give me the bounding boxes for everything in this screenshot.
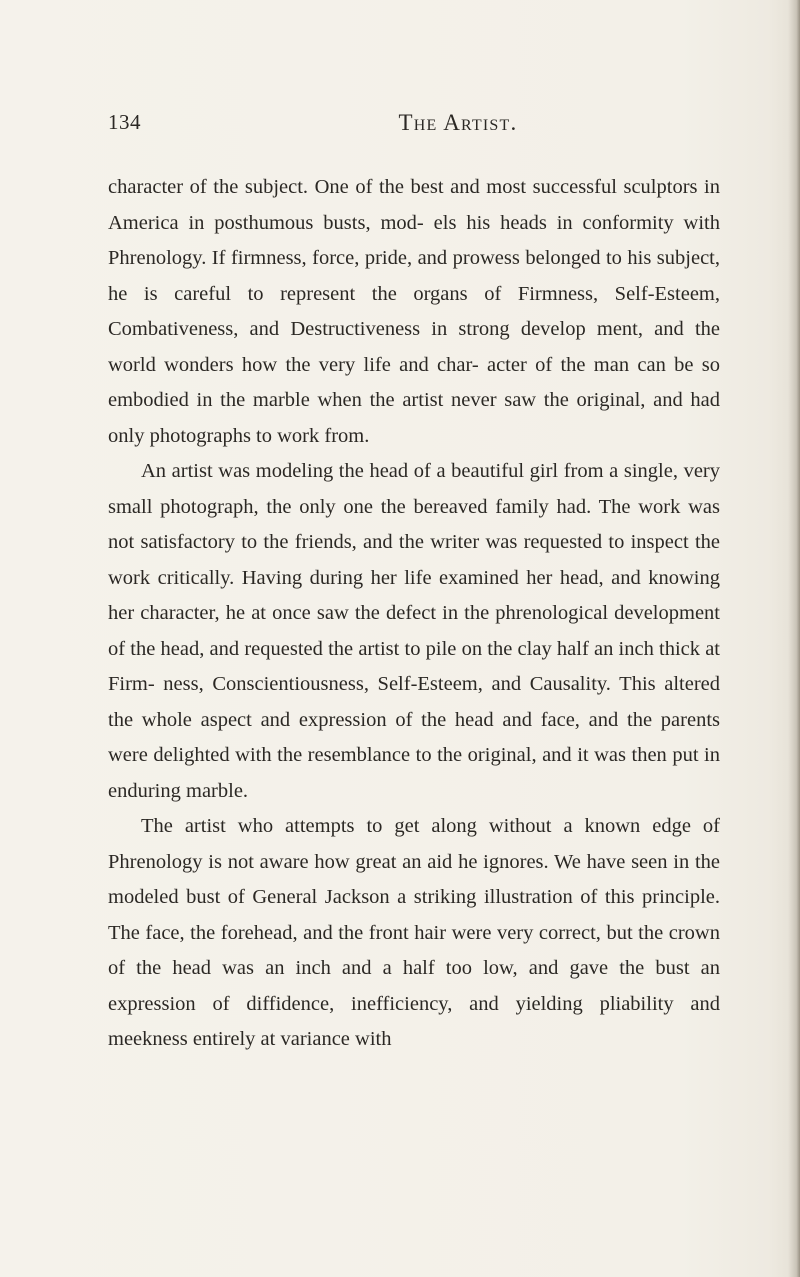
paragraph-continued: character of the subject. One of the best and most successful sculptors in America in posthumous busts, mod- els his heads in conformity with Phrenology. If firmness, force, pride, and prowess belonged to his subject, he is careful to represent the organs of Firmness, Self-Esteem, Combativeness, and Destructiveness in strong develop ment, and the world wonders how the very life and char- acter of the man can be so embodied in the marble when the artist never saw the original, and had only photographs to work from. [108,176,720,447]
page-number: 134 [108,110,141,134]
paragraph-artist-modeling: An artist was modeling the head of a beautiful girl from a single, very small photograph, the only one the bereaved family had. The work was not satisfactory to the friends, and the writer was requested to inspect the work critically. Having during her life examined her head, and knowing her character, he at once saw the defect in the phrenological development of the head, and requested the artist to pile on the clay half an inch thick at Firm- ness, Conscientiousness, Self-Esteem, and Causality. This altered the whole aspect and expression of the head and face, and the parents were delighted with the resemblance to the original, and it was then put in enduring marble. [108,460,720,802]
paragraph-general-jackson: The artist who attempts to get along without a known edge of Phrenology is not aware how great an aid he ignores. We have seen in the modeled bust of General Jackson a striking illustration of this principle. The face, the forehead, and the front hair were very correct, but the crown of the head was an inch and a half too low, and gave the bust an expression of diffidence, inefficiency, and yielding pliability and meekness entirely at variance with [108,815,720,1050]
body-text [108,170,720,1058]
page-edge-shadow [788,0,800,1277]
running-title: The Artist. [398,110,518,135]
running-head [108,110,718,146]
